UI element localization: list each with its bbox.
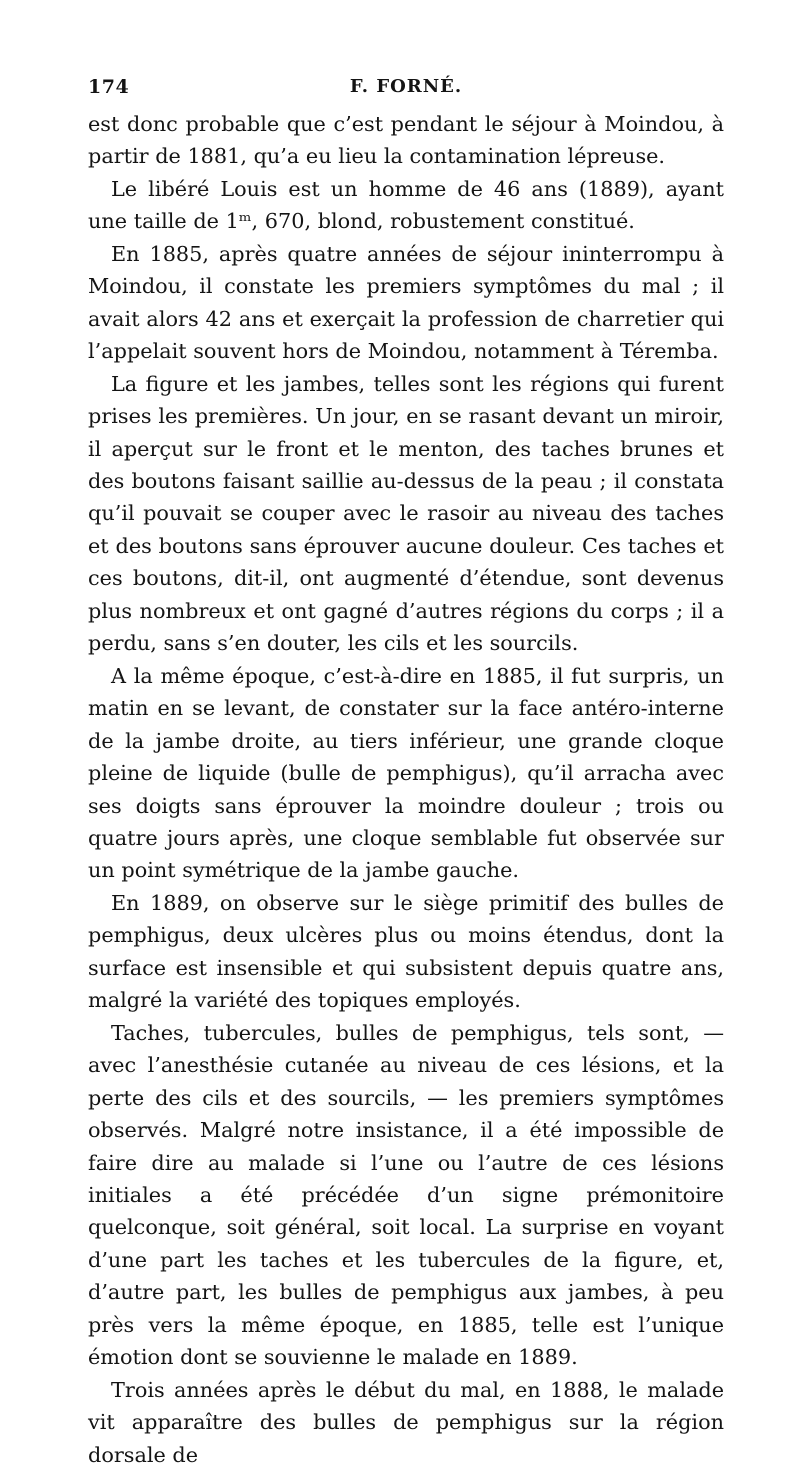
paragraph: La figure et les jambes, telles sont les régions qui furent prises les premières. Un jour, en se rasant devant un miroir, il aperçut sur le front et le menton, des taches brunes et des boutons faisant saillie au-dessus de la peau ; il constata qu’il pouvait se couper avec le rasoir au niveau des taches et des boutons sans éprouver aucune douleur. Ces taches et ces boutons, dit-il, ont augmenté d’étendue, sont devenus plus nombreux et ont gagné d’autres régions du corps ; il a perdu, sans s’en douter, les cils et les sourcils. [88, 371, 724, 656]
body-text [88, 108, 724, 1471]
paragraph: est donc probable que c’est pendant le séjour à Moindou, à partir de 1881, qu’a eu lieu la contamination lépreuse. [88, 112, 724, 169]
paragraph: Taches, tubercules, bulles de pemphigus, tels sont, — avec l’anesthésie cutanée au niveau de ces lésions, et la perte des cils et des sourcils, — les premiers symptômes observés. Malgré notre insistance, il a été impossible de faire dire au malade si l’une ou l’autre de ces lésions initiales a été précédée d’un signe prémonitoire quelconque, soit général, soit local. La surprise en voyant d’une part les taches et les tubercules de la figure, et, d’autre part, les bulles de pemphigus aux jambes, à peu près vers la même époque, en 1885, telle est l’unique émotion dont se souvienne le malade en 1889. [88, 1020, 724, 1370]
paragraph: A la même époque, c’est-à-dire en 1885, il fut surpris, un matin en se levant, de constater sur la face antéro-interne de la jambe droite, au tiers inférieur, une grande cloque pleine de liquide (bulle de pemphigus), qu’il arracha avec ses doigts sans éprouver la moindre douleur ; trois ou quatre jours après, une cloque semblable fut observée sur un point symétrique de la jambe gauche. [88, 663, 724, 883]
running-title: F. FORNÉ. [349, 76, 463, 97]
paragraph: Le libéré Louis est un homme de 46 ans (1889), ayant une taille de 1ᵐ, 670, blond, robustement constitué. [88, 176, 724, 234]
page-header [88, 76, 724, 102]
paragraph: En 1885, après quatre années de séjour ininterrompu à Moindou, il constate les premiers symptômes du mal ; il avait alors 42 ans et exerçait la profession de charretier qui l’appelait souvent hors de Moindou, notamment à Téremba. [88, 241, 724, 364]
paragraph: Trois années après le début du mal, en 1888, le malade vit apparaître des bulles de pemphigus sur la région dorsale de [88, 1377, 724, 1467]
paragraph: En 1889, on observe sur le siège primitif des bulles de pemphigus, deux ulcères plus ou moins étendus, dont la surface est insensible et qui subsistent depuis quatre ans, malgré la variété des topiques employés. [88, 890, 724, 1013]
page-number: 174 [88, 76, 130, 98]
